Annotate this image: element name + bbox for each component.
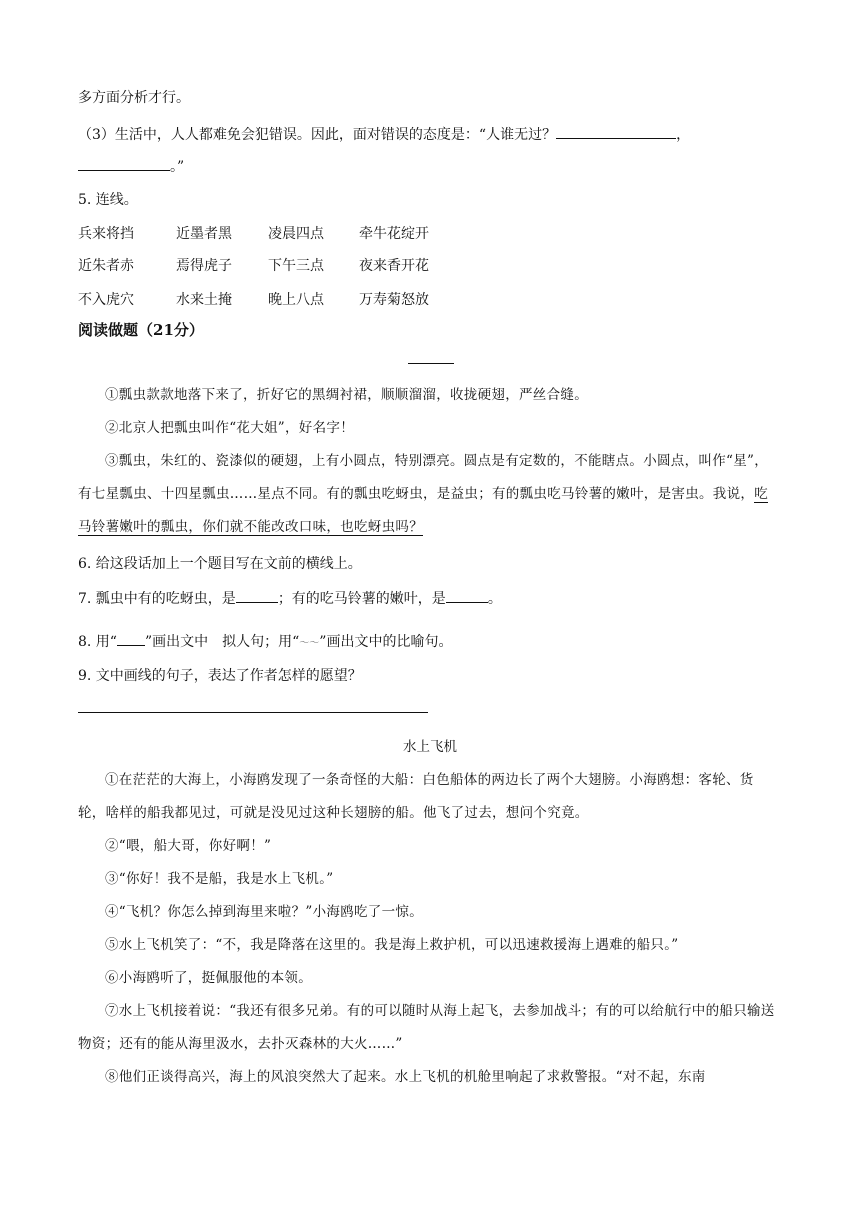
answer-line[interactable] <box>78 712 428 713</box>
question-8 <box>78 631 452 654</box>
question-7-text: 7. 瓢虫中有的吃蚜虫，是 <box>78 591 236 607</box>
question-7-text: 。 <box>487 591 502 607</box>
comma: ， <box>676 127 691 143</box>
section-heading: 阅读做题（21分） <box>78 321 204 339</box>
paragraph: ⑤水上飞机笑了：“不，我是降落在这里的。我是海上救护机，可以迅速救援海上遇难的船只。” <box>105 937 679 953</box>
underlined-sentence: 吃马铃薯嫩叶的瓢虫，你们就不能改改口味，也吃蚜虫吗？ <box>78 486 769 535</box>
match-item[interactable]: 牵牛花绽开 <box>359 226 429 242</box>
match-item[interactable]: 近墨者黑 <box>176 226 232 242</box>
paragraph: ④“飞机？你怎么掉到海里来啦？”小海鸥吃了一惊。 <box>105 904 424 920</box>
paragraph: ⑧他们正谈得高兴，海上的风浪突然大了起来。水上飞机的机舱里响起了求救警报。“对不起，东南 <box>105 1069 706 1085</box>
question-8-text: ”画出文中 拟人句；用“ <box>144 634 300 650</box>
match-item[interactable]: 晚上八点 <box>268 292 324 308</box>
question-3-text: （3）生活中，人人都难免会犯错误。因此，面对错误的态度是：“人谁无过？ <box>78 127 557 143</box>
paragraph: ③“你好！我不是船，我是水上飞机。” <box>105 871 334 887</box>
paragraph: ⑥小海鸥听了，挺佩服他的本领。 <box>105 970 312 986</box>
match-item[interactable]: 万寿菊怒放 <box>359 292 429 308</box>
paragraph: ②“喂，船大哥，你好啊！” <box>105 838 272 854</box>
question-3-cont <box>78 156 184 177</box>
match-item[interactable]: 凌晨四点 <box>268 226 324 242</box>
quote-end: 。” <box>170 159 185 175</box>
match-item[interactable]: 兵来将挡 <box>78 226 134 242</box>
story-passage <box>78 764 778 1094</box>
match-item[interactable]: 下午三点 <box>268 258 324 274</box>
match-item[interactable]: 近朱者赤 <box>78 258 134 274</box>
question-7 <box>78 588 502 609</box>
question-8-text: 8. 用“ <box>78 634 117 650</box>
paragraph: ②北京人把瓢虫叫作“花大姐”，好名字！ <box>105 420 355 436</box>
story-title: 水上飞机 <box>403 739 457 755</box>
question-3 <box>78 124 690 145</box>
match-item[interactable]: 夜来香开花 <box>359 258 429 274</box>
answer-blank[interactable] <box>236 588 278 603</box>
paragraph <box>78 445 778 544</box>
question-8-text: ”画出文中的比喻句。 <box>319 634 453 650</box>
match-item[interactable]: 不入虎穴 <box>78 292 134 308</box>
match-row <box>78 290 479 310</box>
match-row <box>78 256 479 276</box>
question-7-text: ；有的吃马铃薯的嫩叶，是 <box>277 591 446 607</box>
paragraph-text: ③瓢虫，朱红的、瓷漆似的硬翅，上有小圆点，特别漂亮。圆点是有定数的，不能瞎点。小圆点，叫作“星”，有七星瓢虫、十四星瓢虫……星点不同。有的瓢虫吃蚜虫，是益虫；有的瓢虫吃马铃薯的嫩叶，是害虫。我说， <box>78 453 769 502</box>
question-9: 9. 文中画线的句子，表达了作者怎样的愿望？ <box>78 668 362 684</box>
straight-line-sample <box>117 631 145 646</box>
wavy-line-sample: ～～ <box>299 638 320 649</box>
question-5-label: 5. 连线。 <box>78 192 138 208</box>
answer-blank[interactable] <box>446 588 488 603</box>
answer-blank[interactable] <box>556 124 676 139</box>
title-blank[interactable] <box>408 363 454 364</box>
question-6: 6. 给这段话加上一个题目写在文前的横线上。 <box>78 556 362 572</box>
match-item[interactable]: 焉得虎子 <box>176 258 232 274</box>
match-row <box>78 224 479 244</box>
paragraph: ①在茫茫的大海上，小海鸥发现了一条奇怪的大船：白色船体的两边长了两个大翅膀。小海鸥想：客轮、货轮，啥样的船我都见过，可就是没见过这种长翅膀的船。他飞了过去，想问个究竟。 <box>78 772 754 821</box>
match-item[interactable]: 水来土掩 <box>176 292 232 308</box>
paragraph: ①瓢虫款款地落下来了，折好它的黑绸衬裙，顺顺溜溜，收拢硬翅，严丝合缝。 <box>105 387 588 403</box>
answer-blank[interactable] <box>78 156 170 171</box>
reading-passage <box>78 379 778 544</box>
text-line: 多方面分析才行。 <box>78 90 190 106</box>
paragraph: ⑦水上飞机接着说：“我还有很多兄弟。有的可以随时从海上起飞，去参加战斗；有的可以给航行中的船只输送物资；还有的能从海里汲水，去扑灭森林的大火……” <box>78 1003 775 1052</box>
